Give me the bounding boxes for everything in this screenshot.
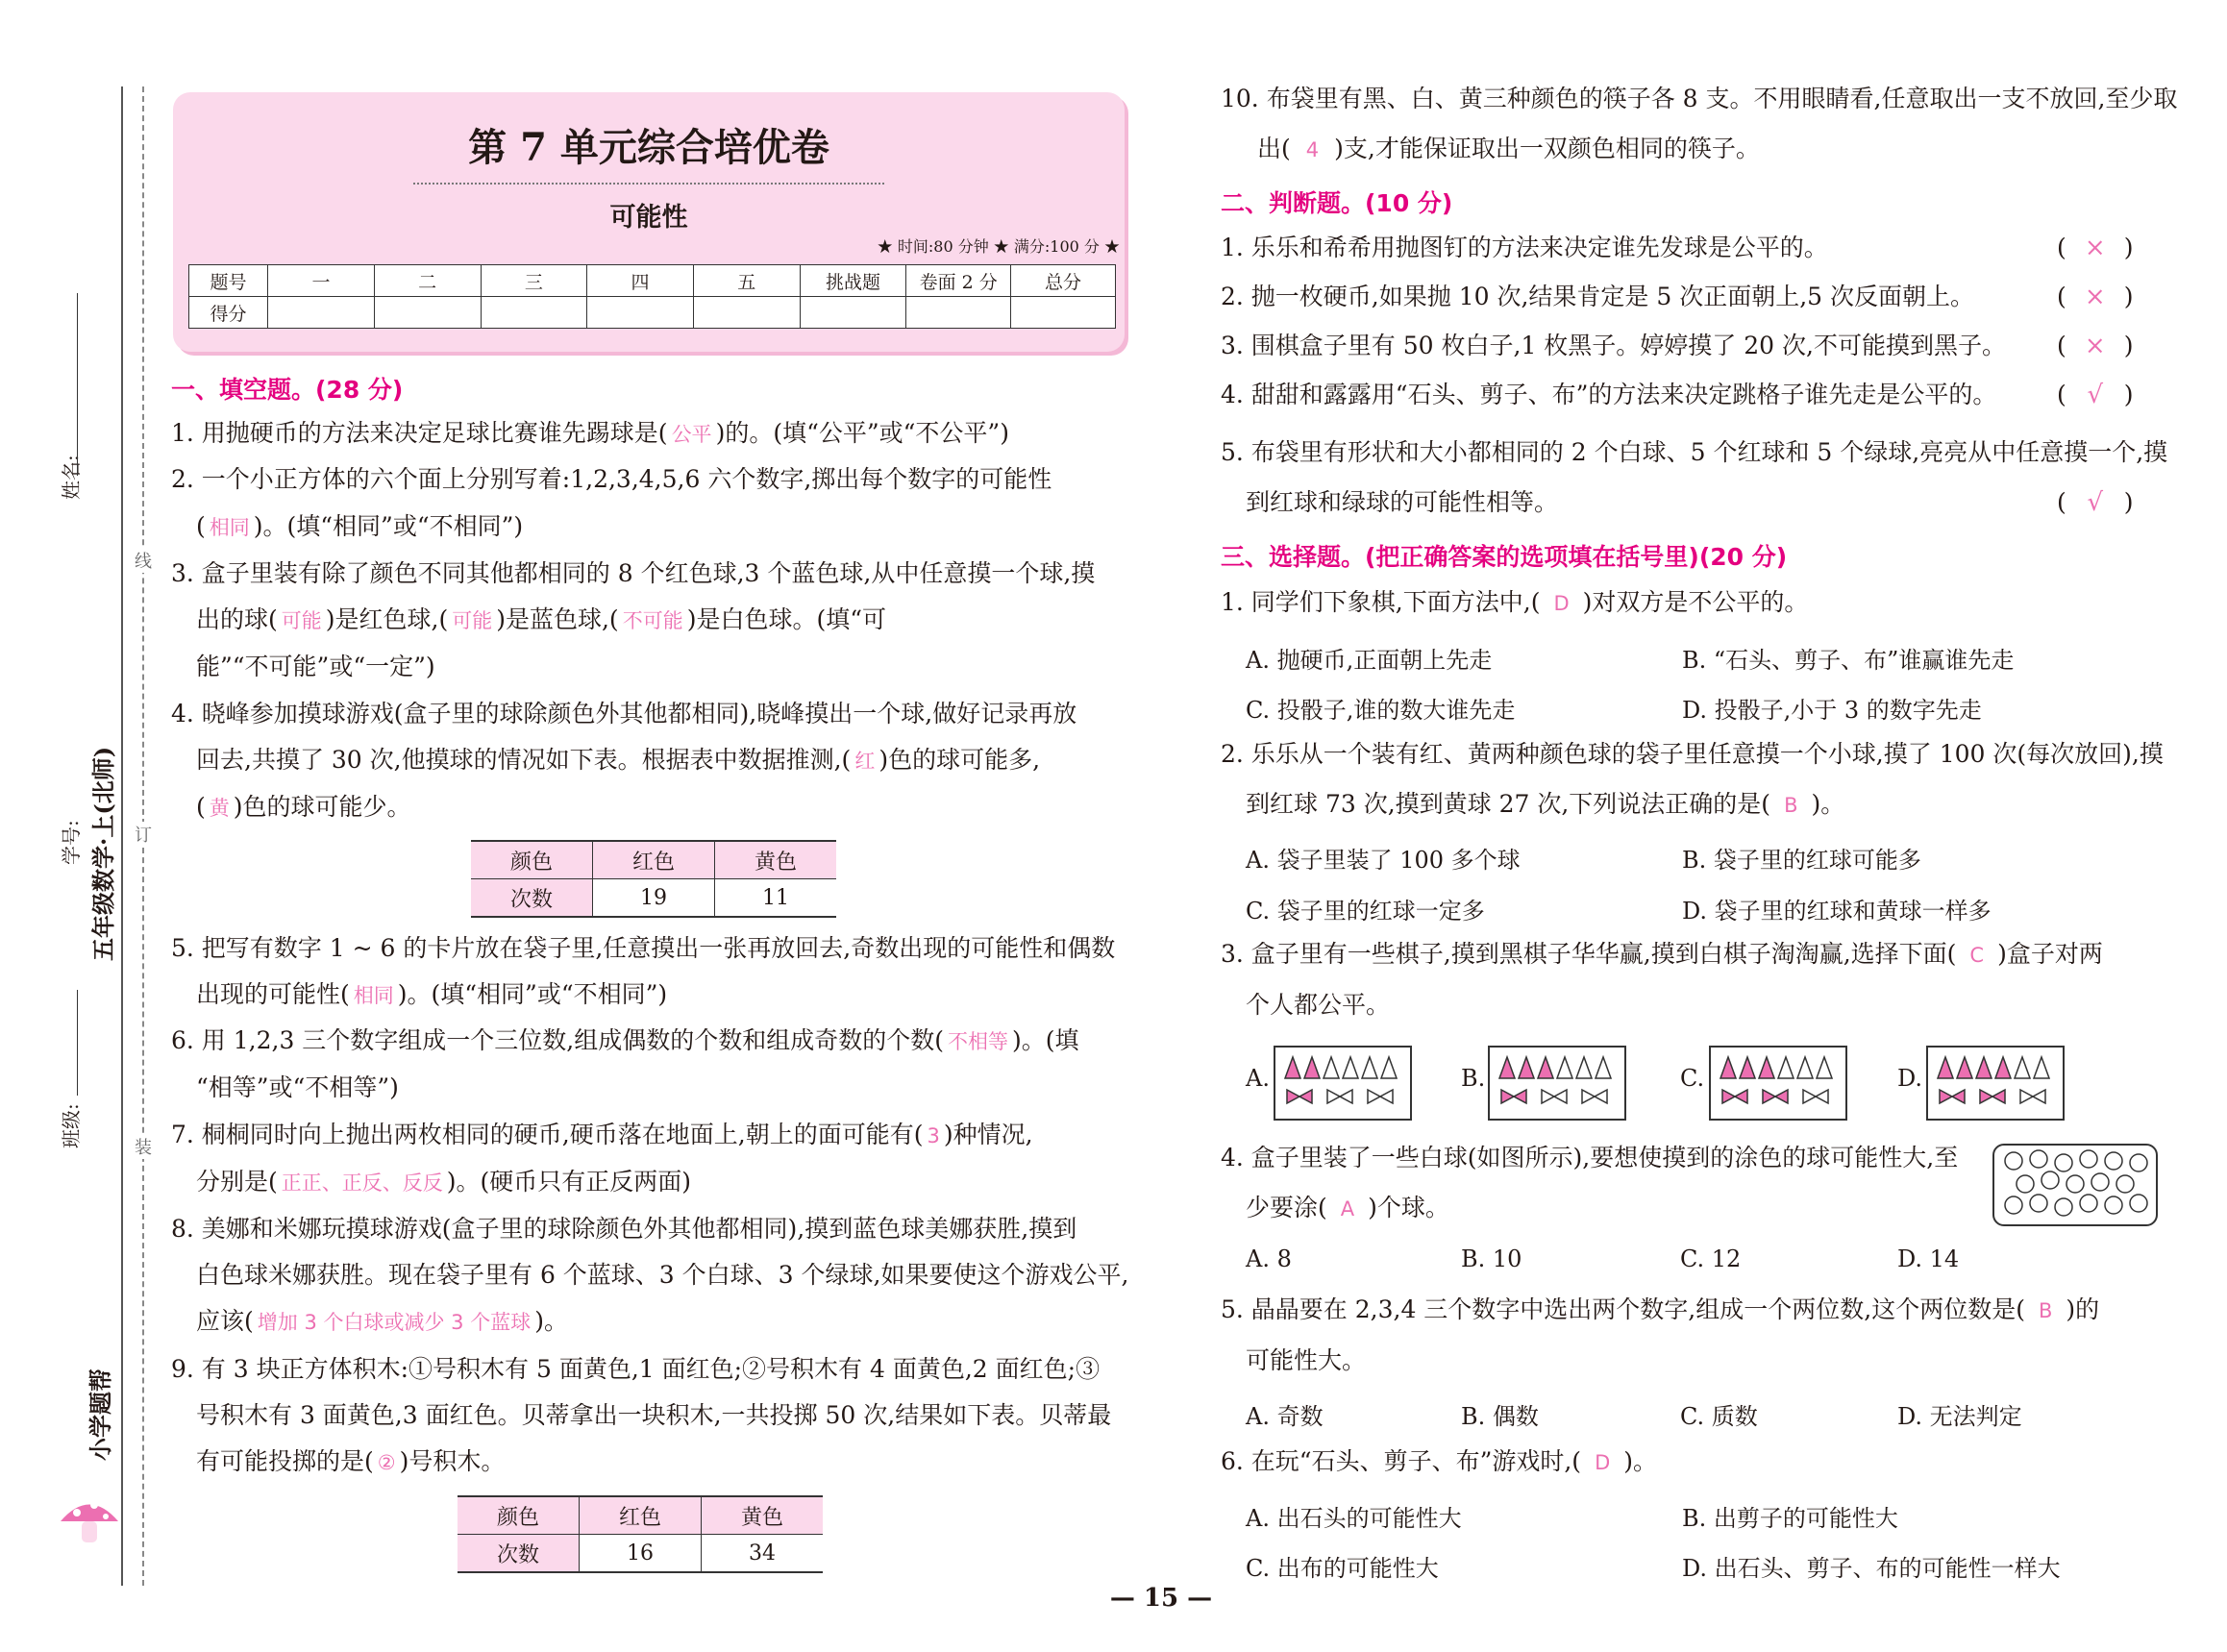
choice-q1-option-d[interactable]: D. 投骰子,小于 3 的数字先走: [1682, 697, 1982, 724]
judge-item-3: 3. 围棋盒子里有 50 枚白子,1 枚黑子。婷婷摸了 20 次,不可能摸到黑子。: [1221, 332, 2006, 359]
bowtie-piece: [1287, 1090, 1312, 1103]
section2-heading: 二、判断题。(10 分): [1221, 189, 1453, 217]
cut-label-2: 订: [135, 822, 152, 847]
answer-blank[interactable]: 黄: [209, 797, 230, 820]
triangle-piece: [1285, 1057, 1300, 1078]
judge-mark-1[interactable]: ( × ): [2057, 234, 2134, 262]
choice-q6-option-c[interactable]: C. 出布的可能性大: [1246, 1555, 1439, 1582]
triangle-piece: [1596, 1057, 1611, 1078]
choice-q3: 3. 盒子里有一些棋子,摸到黑棋子华华赢,摸到白棋子淘淘赢,选择下面( C )盒子对两 个人都公平。: [1221, 940, 2103, 1019]
triangle-piece: [1957, 1057, 1972, 1078]
choice-q4-option-b[interactable]: B. 10: [1461, 1245, 1522, 1272]
mushroom-logo: [56, 1488, 123, 1559]
bowtie-piece: [1980, 1090, 2005, 1103]
brand-label: 小学题帮: [87, 1368, 114, 1461]
judge-item-1: 1. 乐乐和希希用抛图钉的方法来决定谁先发球是公平的。: [1221, 234, 1828, 261]
triangle-piece: [1304, 1057, 1320, 1078]
triangle-piece: [1538, 1057, 1553, 1078]
white-ball: [2130, 1195, 2147, 1212]
white-ball: [2091, 1173, 2109, 1191]
answer-blank[interactable]: C: [1969, 944, 1985, 967]
white-ball: [2005, 1196, 2022, 1214]
choice-q3-option-c[interactable]: C.: [1680, 1065, 1705, 1092]
score-header-cell: 一: [268, 265, 375, 297]
score-header-cell: 总分: [1011, 265, 1116, 297]
score-header-cell: 挑战题: [800, 265, 906, 297]
answer-blank[interactable]: 3: [927, 1124, 940, 1147]
choice-q1-option-b[interactable]: B. “石头、剪子、布”谁赢谁先走: [1682, 647, 2015, 674]
q1-1: 1. 用抛硬币的方法来决定足球比赛谁先踢球是( 公平 )的。(填“公平”或“不公平”): [171, 419, 1009, 447]
choice-q2-option-d[interactable]: D. 袋子里的红球和黄球一样多: [1682, 898, 1992, 925]
choice-q5-option-b[interactable]: B. 偶数: [1461, 1403, 1539, 1430]
q1-10: 10. 布袋里有黑、白、黄三种颜色的筷子各 8 支。不用眼睛看,任意取出一支不放回,至少取 出( 4 )支,才能保证取出一双颜色相同的筷子。: [1221, 85, 2178, 162]
answer-blank[interactable]: 正正、正反、反反: [281, 1171, 443, 1195]
judge-mark-5[interactable]: ( √ ): [2057, 488, 2134, 517]
bowtie-piece: [1940, 1090, 1965, 1103]
choice-q1-option-c[interactable]: C. 投骰子,谁的数大谁先走: [1246, 697, 1516, 724]
score-input-cell[interactable]: [374, 297, 481, 329]
bowtie-piece: [1327, 1090, 1352, 1103]
white-ball: [2017, 1175, 2034, 1193]
choice-q4: 4. 盒子里装了一些白球(如图所示),要想使摸到的涂色的球可能性大,至 少要涂( A )个球。: [1221, 1144, 1959, 1221]
white-ball: [2030, 1150, 2047, 1168]
triangle-piece: [1576, 1057, 1592, 1078]
score-input-cell[interactable]: [906, 297, 1011, 329]
choice-q3-option-d[interactable]: D.: [1897, 1065, 1923, 1092]
triangle-piece: [2034, 1057, 2049, 1078]
score-input-cell[interactable]: [481, 297, 587, 329]
answer-blank[interactable]: 不相等: [948, 1030, 1009, 1053]
bowtie-piece: [1582, 1090, 1607, 1103]
choice-q6-option-d[interactable]: D. 出石头、剪子、布的可能性一样大: [1682, 1555, 2061, 1582]
q1-6: 6. 用 1,2,3 三个数字组成一个三位数,组成偶数的个数和组成奇数的个数( 不相等 )。(填 “相等”或“不相等”): [171, 1026, 1079, 1101]
choice-q6: 6. 在玩“石头、剪子、布”游戏时,( D )。: [1221, 1447, 1657, 1475]
answer-blank[interactable]: D: [1553, 592, 1570, 615]
bowtie-piece: [1368, 1090, 1393, 1103]
cut-label-3: 装: [135, 1134, 152, 1159]
score-input-cell[interactable]: [587, 297, 694, 329]
white-ball: [2066, 1175, 2084, 1193]
choice-q4-option-c[interactable]: C. 12: [1680, 1245, 1742, 1272]
chess-pieces-figure: [1275, 1048, 1410, 1119]
q1-4: 4. 晓峰参加摸球游戏(盒子里的球除颜色外其他都相同),晓峰摸出一个球,做好记录再放 回去,共摸了 30 次,他摸球的情况如下表。根据表中数据推测,( 红 )色的球可能多, ( 黄 )色的球可能少。: [171, 700, 1077, 821]
class-field-line[interactable]: [77, 990, 78, 1096]
bowtie-piece: [2020, 1090, 2045, 1103]
answer-blank[interactable]: 可能: [281, 609, 322, 632]
score-header-cell: 五: [693, 265, 800, 297]
triangle-piece: [1778, 1057, 1794, 1078]
answer-blank[interactable]: 4: [1305, 138, 1320, 161]
choice-q2: 2. 乐乐从一个装有红、黄两种颜色球的袋子里任意摸一个小球,摸了 100 次(每次放回),摸 到红球 73 次,摸到黄球 27 次,下列说法正确的是( B )。: [1221, 740, 2164, 818]
white-ball: [2105, 1152, 2122, 1170]
bowtie-piece: [1722, 1090, 1747, 1103]
white-ball: [2005, 1152, 2022, 1170]
name-field-line[interactable]: [77, 293, 78, 476]
q1-3: 3. 盒子里装有除了颜色不同其他都相同的 8 个红色球,3 个蓝色球,从中任意摸一个球,摸 出的球( 可能 )是红色球,( 可能 )是蓝色球,( 不可能 )是白色球。(填“可 能”“不可能”或“一定”): [171, 559, 1096, 680]
q1-2: 2. 一个小正方体的六个面上分别写着:1,2,3,4,5,6 六个数字,掷出每个数字的可能性 ( 相同 )。(填“相同”或“不相同”): [171, 465, 1052, 540]
answer-blank[interactable]: 可能: [452, 609, 493, 632]
choice-q1: 1. 同学们下象棋,下面方法中,( D )对双方是不公平的。: [1221, 588, 1809, 616]
judge-mark-2[interactable]: ( × ): [2057, 283, 2134, 311]
triangle-piece: [1938, 1057, 1953, 1078]
choice-q1-option-a[interactable]: A. 抛硬币,正面朝上先走: [1246, 647, 1493, 674]
white-ball: [2055, 1154, 2072, 1171]
answer-blank[interactable]: 不可能: [622, 609, 683, 632]
answer-blank[interactable]: B: [1784, 794, 1798, 817]
answer-blank[interactable]: 相同: [353, 984, 394, 1007]
score-header-cell: 二: [374, 265, 481, 297]
white-ball: [2116, 1175, 2134, 1193]
triangle-piece: [1324, 1057, 1339, 1078]
triangle-piece: [1499, 1057, 1515, 1078]
exam-meta: ★ 时间:80 分钟 ★ 满分:100 分 ★: [877, 237, 1120, 256]
score-input-cell[interactable]: [693, 297, 800, 329]
answer-blank[interactable]: 相同: [209, 516, 250, 539]
triangle-piece: [2015, 1057, 2030, 1078]
triangle-piece: [1557, 1057, 1572, 1078]
name-field-label: 姓名:: [60, 455, 83, 500]
score-input-cell[interactable]: [800, 297, 906, 329]
choice-q3-option-b[interactable]: B.: [1461, 1065, 1486, 1092]
choice-q2-option-b[interactable]: B. 袋子里的红球可能多: [1682, 847, 1921, 874]
triangle-piece: [1817, 1057, 1832, 1078]
class-field-label: 班级:: [60, 1103, 83, 1148]
chess-pieces-figure: [1928, 1048, 2063, 1119]
q1-7: 7. 桐桐同时向上抛出两枚相同的硬币,硬币落在地面上,朝上的面可能有( 3 )种情况, 分别是( 正正、正反、反反 )。(硬币只有正反两面): [171, 1121, 1033, 1196]
answer-blank[interactable]: D: [1595, 1451, 1611, 1474]
choice-q2-option-c[interactable]: C. 袋子里的红球一定多: [1246, 898, 1485, 925]
choice-q5: 5. 晶晶要在 2,3,4 三个数字中选出两个数字,组成一个两位数,这个两位数是( B )的 可能性大。: [1221, 1295, 2100, 1374]
white-ball: [2105, 1196, 2122, 1214]
choice-q6-option-b[interactable]: B. 出剪子的可能性大: [1682, 1505, 1898, 1532]
white-ball: [2041, 1171, 2059, 1189]
answer-blank[interactable]: 增加 3 个白球或减少 3 个蓝球: [257, 1311, 532, 1334]
chess-pieces-figure: [1711, 1048, 1845, 1119]
score-header-cell: 卷面 2 分: [906, 265, 1011, 297]
q1-5: 5. 把写有数字 1 ~ 6 的卡片放在袋子里,任意摸出一张再放回去,奇数出现的可能性和偶数 出现的可能性( 相同 )。(填“相同”或“不相同”): [171, 934, 1116, 1008]
triangle-piece: [1759, 1057, 1774, 1078]
judge-mark-4[interactable]: ( √ ): [2057, 381, 2134, 409]
bowtie-piece: [1542, 1090, 1567, 1103]
choice-q4-option-a[interactable]: A. 8: [1246, 1245, 1292, 1272]
judge-item-2: 2. 抛一枚硬币,如果抛 10 次,结果肯定是 5 次正面朝上,5 次反面朝上。: [1221, 283, 1974, 310]
white-ball: [2080, 1195, 2097, 1212]
triangle-piece: [1976, 1057, 1992, 1078]
choice-q5-option-a[interactable]: A. 奇数: [1246, 1403, 1324, 1430]
chess-box-c[interactable]: [1709, 1046, 1847, 1121]
triangle-piece: [1740, 1057, 1755, 1078]
choice-q3-option-a[interactable]: A.: [1246, 1065, 1270, 1092]
score-input-cell[interactable]: [268, 297, 375, 329]
score-header-cell: 四: [587, 265, 694, 297]
white-ball: [2130, 1154, 2147, 1171]
white-ball: [2030, 1195, 2047, 1212]
score-header-cell: 题号: [189, 265, 268, 297]
answer-blank[interactable]: 红: [854, 750, 876, 773]
choice-q5-option-c[interactable]: C. 质数: [1680, 1403, 1758, 1430]
bowtie-piece: [1501, 1090, 1526, 1103]
binding-line-solid: [121, 86, 123, 1586]
choice-q6-option-a[interactable]: A. 出石头的可能性大: [1246, 1505, 1462, 1532]
q1-8: 8. 美娜和米娜玩摸球游戏(盒子里的球除颜色外其他都相同),摸到蓝色球美娜获胜,摸到 白色球米娜获胜。现在袋子里有 6 个蓝球、3 个白球、3 个绿球,如果要使这个游戏公平, 应该( 增加 3 个白球或减少 3 个蓝球 )。: [171, 1215, 1129, 1335]
chess-box-b[interactable]: [1488, 1046, 1626, 1121]
page-title: 第 7 单元综合培优卷: [468, 125, 829, 170]
answer-blank[interactable]: ②: [377, 1451, 396, 1474]
cut-label-1: 线: [135, 548, 152, 573]
triangle-piece: [1797, 1057, 1813, 1078]
chess-pieces-figure: [1490, 1048, 1624, 1119]
score-label-cell: 得分: [189, 297, 268, 329]
number-field-label: 学号:: [60, 820, 83, 865]
answer-blank[interactable]: A: [1340, 1197, 1355, 1221]
q9-data-table: 颜色 红色 黄色 次数 16 34: [458, 1495, 823, 1573]
choice-q4-option-d[interactable]: D. 14: [1897, 1245, 1960, 1272]
title-divider: [413, 183, 884, 185]
section3-heading: 三、选择题。(把正确答案的选项填在括号里)(20 分): [1221, 543, 1788, 571]
bowtie-piece: [1803, 1090, 1828, 1103]
section1-heading: 一、填空题。(28 分): [171, 376, 404, 404]
page-number: — 15 —: [1109, 1584, 1213, 1613]
judge-item-4: 4. 甜甜和露露用“石头、剪子、布”的方法来决定跳格子谁先走是公平的。: [1221, 381, 1997, 408]
chess-box-a[interactable]: [1274, 1046, 1412, 1121]
page-subtitle: 可能性: [609, 203, 688, 233]
triangle-piece: [1519, 1057, 1534, 1078]
triangle-piece: [1720, 1057, 1736, 1078]
answer-blank[interactable]: 公平: [671, 423, 712, 446]
triangle-piece: [1381, 1057, 1397, 1078]
triangle-piece: [1362, 1057, 1377, 1078]
score-input-cell[interactable]: [1011, 297, 1116, 329]
judge-mark-3[interactable]: ( × ): [2057, 332, 2134, 360]
choice-q2-option-a[interactable]: A. 袋子里装了 100 多个球: [1246, 847, 1521, 874]
white-balls-box: [1992, 1144, 2158, 1226]
choice-q5-option-d[interactable]: D. 无法判定: [1897, 1403, 2022, 1430]
q1-9: 9. 有 3 块正方体积木:①号积木有 5 面黄色,1 面红色;②号积木有 4 面黄色,2 面红色;③ 号积木有 3 面黄色,3 面红色。贝蒂拿出一块积木,一共投掷 50 次,结果如下表。贝蒂最 有可能投掷的是( ② )号积木。: [171, 1355, 1112, 1475]
triangle-piece: [1343, 1057, 1358, 1078]
book-title: 五年级数学·上(北师): [89, 746, 117, 961]
white-ball: [2080, 1150, 2097, 1168]
bowtie-piece: [1763, 1090, 1788, 1103]
score-table: [188, 264, 1116, 329]
triangle-piece: [1995, 1057, 2011, 1078]
judge-item-5: 5. 布袋里有形状和大小都相同的 2 个白球、5 个红球和 5 个绿球,亮亮从中任意摸一个,摸 到红球和绿球的可能性相等。: [1221, 438, 2168, 516]
q4-data-table: 颜色 红色 黄色 次数 19 11: [471, 840, 836, 918]
answer-blank[interactable]: B: [2038, 1299, 2053, 1322]
white-ball: [2055, 1198, 2072, 1216]
chess-box-d[interactable]: [1926, 1046, 2065, 1121]
score-header-cell: 三: [481, 265, 587, 297]
